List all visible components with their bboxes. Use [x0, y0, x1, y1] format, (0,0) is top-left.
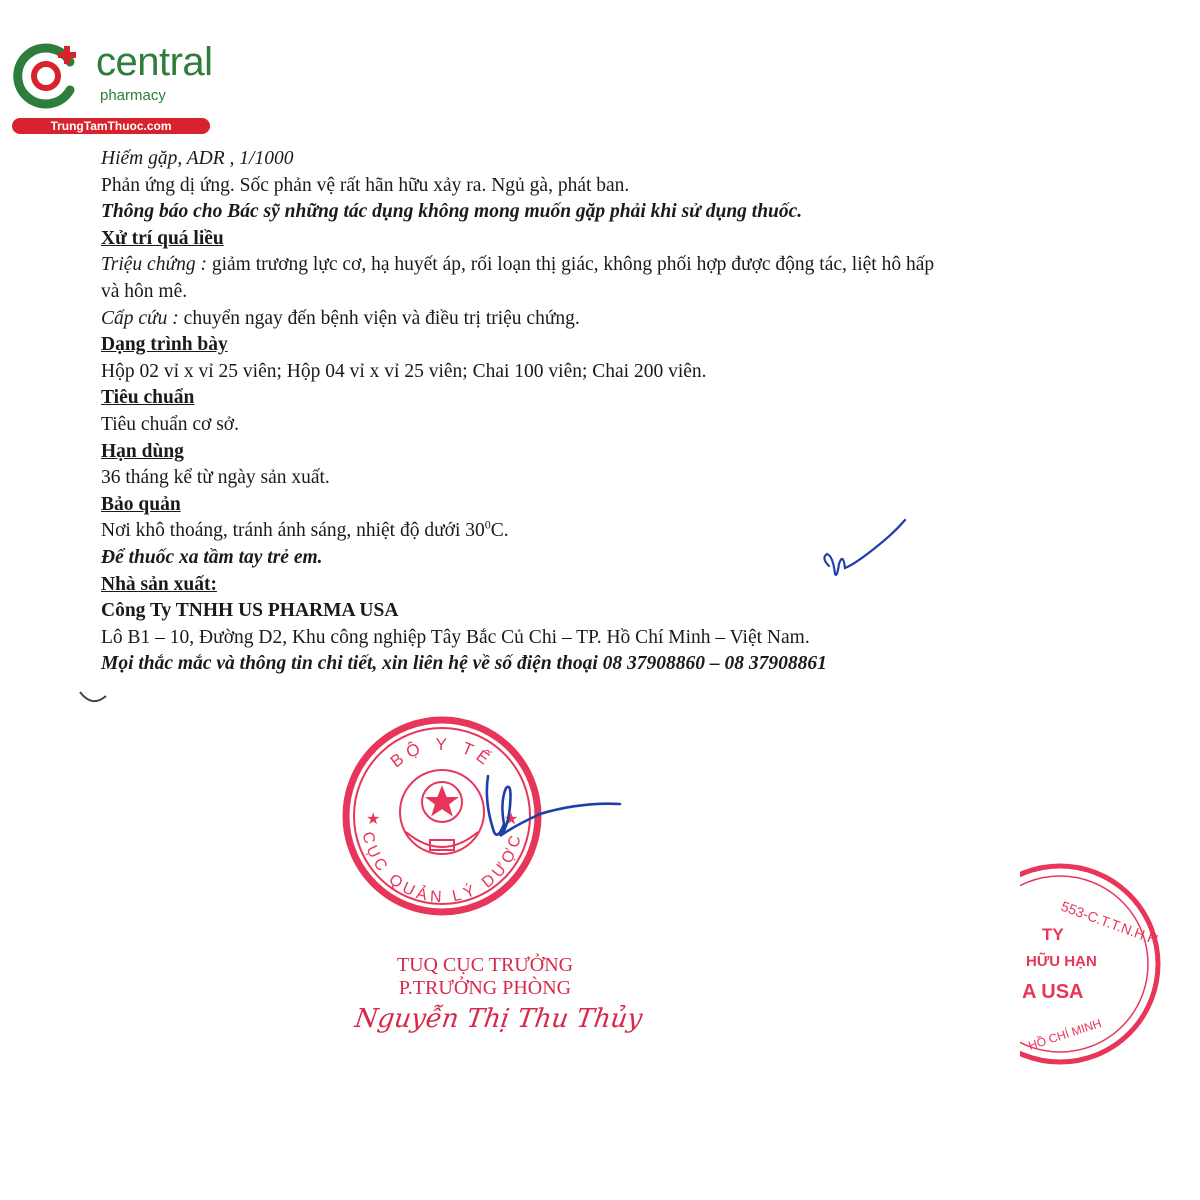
emergency-text: chuyển ngay đến bệnh viện và điều trị triệu chứng. [178, 307, 580, 329]
brand-name: central [96, 40, 213, 84]
presentation-heading: Dạng trình bày [101, 334, 228, 356]
central-pharmacy-logo [10, 38, 215, 138]
overdose-symptoms-cont: và hôn mê. [101, 280, 188, 302]
manufacturer-company: Công Ty TNHH US PHARMA USA [101, 600, 399, 622]
presentation-text: Hộp 02 vỉ x vỉ 25 viên; Hộp 04 vỉ x vỉ 25 viên; Chai 100 viên; Chai 200 viên. [101, 360, 707, 382]
standard-text: Tiêu chuẩn cơ sở. [101, 413, 239, 435]
adr-frequency: Hiếm gặp, ADR , 1/1000 [101, 148, 294, 169]
brand-tagline: pharmacy [100, 87, 166, 104]
company-stamp-line2: HỮU HẠN [1026, 953, 1097, 970]
official-signature [470, 762, 630, 852]
brand-website-link[interactable]: TrungTamThuoc.com [12, 118, 210, 134]
scan-mark [76, 686, 110, 708]
manufacturer-address: Lô B1 – 10, Đường D2, Khu công nghiệp Tây Bắc Củ Chi – TP. Hồ Chí Minh – Việt Nam. [101, 626, 810, 648]
manufacturer-heading: Nhà sản xuất: [101, 573, 217, 595]
symptoms-label: Triệu chứng : [101, 254, 207, 276]
overdose-symptoms [101, 252, 1101, 279]
overdose-emergency [101, 306, 1101, 333]
storage-text-unit: C. [490, 520, 509, 542]
leaflet-body [101, 146, 1101, 678]
company-stamp-bottom: HỒ CHÍ MINH [1026, 1016, 1104, 1053]
adr-notice: Thông báo cho Bác sỹ những tác dụng không mong muốn gặp phải khi sử dụng thuốc. [101, 201, 803, 223]
degree-mark: 0 [484, 517, 491, 532]
expiry-text: 36 tháng kể từ ngày sản xuất. [101, 467, 330, 489]
company-stamp-line1: TY [1042, 925, 1064, 944]
svg-text:★: ★ [366, 811, 381, 828]
standard-heading: Tiêu chuẩn [101, 387, 195, 409]
storage-text-main: Nơi khô thoáng, tránh ánh sáng, nhiệt độ dưới 30 [101, 520, 485, 542]
storage-text [101, 518, 1101, 545]
storage-warning: Để thuốc xa tầm tay trẻ em. [101, 546, 323, 568]
approval-title-line2: P.TRƯỞNG PHÒNG [398, 977, 572, 999]
pharmacy-logo-icon [12, 40, 84, 112]
signer-name: Nguyễn Thị Thu Thủy [352, 1004, 645, 1034]
stamp-bottom-text: CỤC QUẢN LÝ DƯỢC [358, 830, 526, 907]
initials-signature [815, 512, 915, 592]
expiry-heading: Hạn dùng [101, 440, 184, 462]
approval-title [360, 954, 610, 1000]
symptoms-text: giảm trương lực cơ, hạ huyết áp, rối loạn thị giác, không phối hợp được động tác, liệt hô hấp [206, 254, 935, 276]
company-stamp-line3: A USA [1022, 981, 1084, 1003]
overdose-heading: Xử trí quá liều [101, 227, 224, 249]
manufacturer-contact: Mọi thắc mắc và thông tin chi tiết, xin liên hệ về số điện thoại 08 37908860 – 08 37908861 [101, 653, 827, 675]
stamp-top-text: BỘ Y TẾ [386, 734, 498, 772]
adr-reactions: Phản ứng dị ứng. Sốc phản vệ rất hãn hữu xảy ra. Ngủ gà, phát ban. [101, 174, 630, 196]
svg-text:★: ★ [504, 811, 519, 828]
company-stamp-ring: 553-C.T.T.N.H.H [1058, 897, 1161, 948]
storage-heading: Bảo quản [101, 493, 181, 515]
company-stamp [1020, 858, 1200, 1072]
emergency-label: Cấp cứu : [101, 307, 179, 329]
approval-title-line1: TUQ CỤC TRƯỞNG [396, 954, 574, 976]
